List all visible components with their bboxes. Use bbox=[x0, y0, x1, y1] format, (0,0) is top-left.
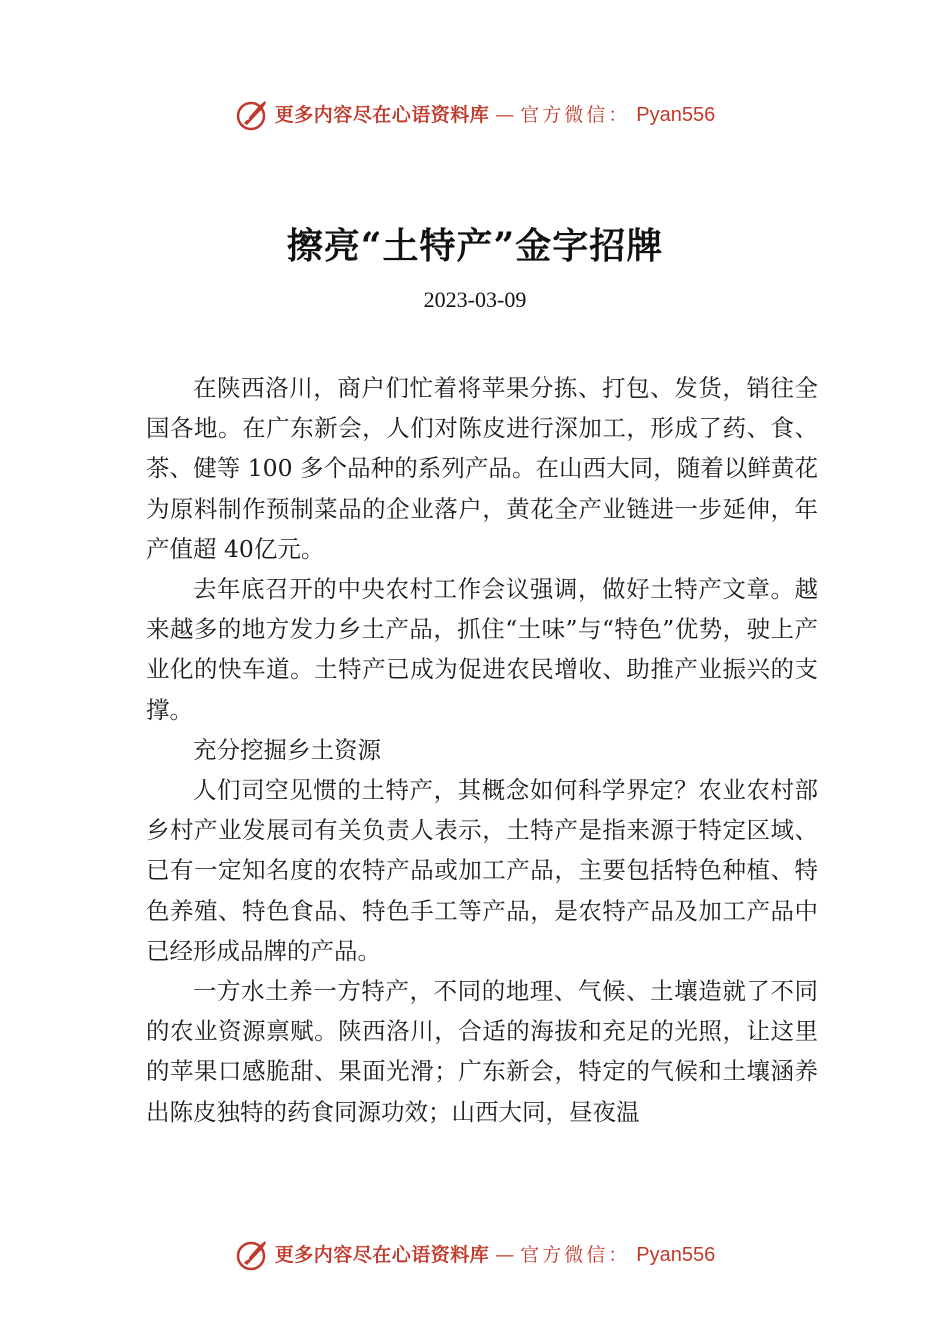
footer-watermark bbox=[0, 1238, 950, 1272]
paragraph: 一方水土养一方特产，不同的地理、气候、土壤造就了不同的农业资源禀赋。陕西洛川，合适的海拔和充足的光照，让这里的苹果口感脆甜、果面光滑；广东新会，特定的气候和土壤涵养出陈皮独特的药食同源功效；山西大同，昼夜温 bbox=[146, 977, 818, 1126]
quill-pen-logo-icon bbox=[235, 1238, 269, 1272]
watermark-label: 官方微信： bbox=[520, 1244, 631, 1266]
watermark-wechat-id: Pyan556 bbox=[636, 104, 716, 126]
watermark-separator: — bbox=[495, 1244, 515, 1266]
watermark-main-text: 更多内容尽在心语资料库 bbox=[274, 104, 490, 126]
paragraph: 人们司空见惯的土特产，其概念如何科学界定？农业农村部乡村产业发展司有关负责人表示，土特产是指来源于特定区域、已有一定知名度的农特产品或加工产品，主要包括特色种植、特色养殖、特色食品、特色手工等产品，是农特产品及加工产品中已经形成品牌的产品。 bbox=[146, 776, 818, 965]
paragraph: 在陕西洛川，商户们忙着将苹果分拣、打包、发货，销往全国各地。在广东新会，人们对陈皮进行深加工，形成了药、食、茶、健等 100 多个品种的系列产品。在山西大同，随着以鲜黄花为原料制作预制菜品的企业落户，黄花全产业链进一步延伸，年产值超 40亿元。 bbox=[146, 374, 818, 563]
watermark-main-text: 更多内容尽在心语资料库 bbox=[274, 1244, 490, 1266]
article-title: 擦亮“土特产”金字招牌 bbox=[286, 225, 664, 267]
paragraph: 去年底召开的中央农村工作会议强调，做好土特产文章。越来越多的地方发力乡土产品，抓住“土味”与“特色”优势，驶上产业化的快车道。土特产已成为促进农民增收、助推产业振兴的支撑。 bbox=[146, 575, 818, 724]
watermark-wechat-id: Pyan556 bbox=[636, 1244, 716, 1266]
article-body bbox=[146, 368, 818, 1132]
article-date: 2023-03-09 bbox=[423, 287, 527, 312]
quill-pen-logo-icon bbox=[235, 98, 269, 132]
watermark-label: 官方微信： bbox=[520, 104, 631, 126]
section-heading: 充分挖掘乡土资源 bbox=[193, 735, 381, 764]
header-watermark bbox=[0, 98, 950, 132]
watermark-separator: — bbox=[495, 104, 515, 126]
